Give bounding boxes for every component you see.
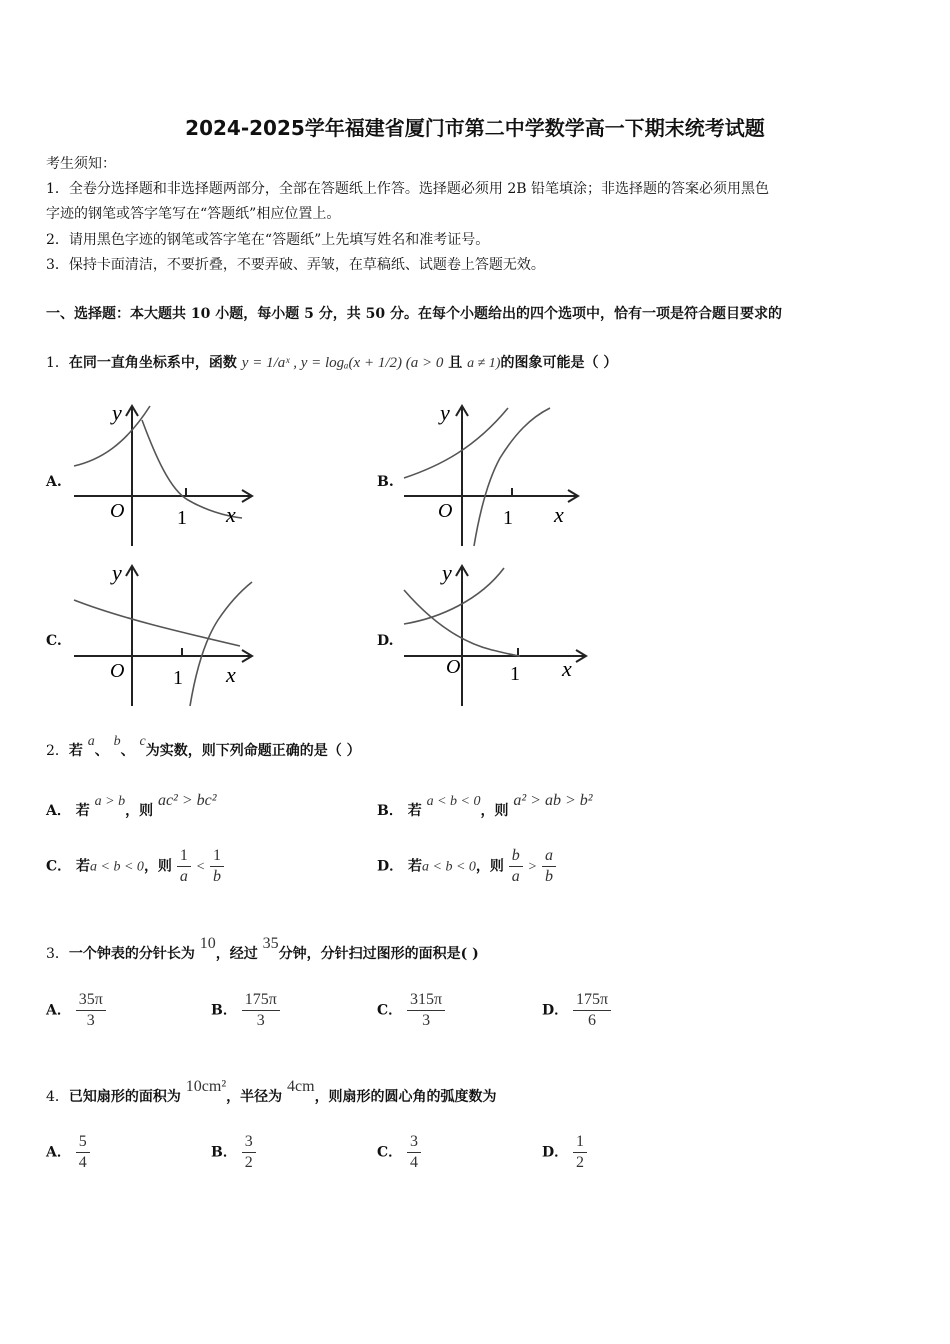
q2-sep-1: 、 [94,743,109,759]
q3-option-b[interactable] [211,990,280,1031]
notice-item-2: 2．请用黑色字迹的钢笔或答字笔在“答题纸”上先填写姓名和准考证号。 [46,232,490,248]
q1-number: 1． [46,355,69,371]
q3-len: 10 [199,935,216,952]
q4-number: 4． [46,1089,69,1105]
q4-text-a: 已知扇形的面积为 [68,1089,181,1105]
origin-label: O [110,500,125,522]
y-label: y [440,400,450,425]
x-label: x [554,502,564,527]
q2-option-c[interactable] [46,846,224,887]
q3-d-value: $\frac{175\pi}{6}$ [573,990,611,1031]
q3-text-c: 分钟，分针扫过图形的面积是( ) [278,946,479,962]
q3-a-label: A． [46,1002,71,1019]
q1-cond: a ≠ 1) [467,356,501,371]
q2-var-b: b [113,734,121,749]
y-label: y [442,560,452,585]
tick-label-1: 1 [177,507,187,529]
q2-a-concl: ac² > bc² [157,792,217,809]
q4-a-label: A． [46,1144,71,1161]
q4-option-d[interactable] [542,1132,587,1173]
q1-text-b: 且 [448,355,463,371]
q2-a-label: A． [46,803,71,819]
q3-option-c[interactable] [377,990,445,1031]
q2-d-cond: a < b < 0 [422,859,476,875]
q2-b-if: 若 [407,803,422,819]
x-label: x [562,656,572,681]
q2-b-label: B． [377,803,403,819]
q2-var-c: c [139,734,146,749]
q2-b-then: ，则 [480,803,509,819]
exp-curve [74,600,240,646]
q1-graph-b [400,400,590,550]
q2-text-a: 若 [68,743,83,759]
q2-option-a[interactable] [46,792,217,820]
q2-text-b: 为实数，则下列命题正确的是（ ） [145,743,361,759]
q2-var-a: a [87,734,95,749]
q2-b-concl: a² > ab > b² [513,792,593,809]
q2-a-then: ，则 [125,803,154,819]
q4-c-label: C． [377,1144,403,1161]
q2-d-lhs: $\frac{b}{a}$ [509,846,523,887]
q4-option-b[interactable] [211,1132,256,1173]
q3-number: 3． [46,946,69,962]
q1-option-c-label[interactable]: C. [46,633,62,649]
origin-label: O [446,656,461,678]
q4-radius: 4cm [287,1078,315,1095]
q4-a-value: $\frac{5}{4}$ [76,1132,90,1173]
q2-d-op: > [527,859,538,875]
log-curve [190,582,252,706]
q1-graph-c [70,560,260,710]
q4-c-value: $\frac{3}{4}$ [407,1132,421,1173]
q1-text-c: 的图象可能是（ ） [500,355,618,371]
q2-c-lhs: $\frac{1}{a}$ [177,846,191,887]
q4-b-value: $\frac{3}{2}$ [242,1132,256,1173]
q3-option-d[interactable] [542,990,611,1031]
tick-label-1: 1 [173,667,183,689]
q4-option-a[interactable] [46,1132,90,1173]
q2-c-then: ，则 [143,858,172,875]
q2-a-cond: a > b [94,794,126,809]
q1-graph-d [400,560,590,710]
q4-d-label: D． [542,1144,569,1161]
page-title: 2024-2025学年福建省厦门市第二中学数学高一下期末统考试题 [185,116,765,140]
y-label: y [112,400,122,425]
q2-b-cond: a < b < 0 [426,794,481,809]
section-heading: 一、选择题：本大题共 10 小题，每小题 5 分，共 50 分。在每个小题给出的四个选项中，恰有一项是符合题目要求的 [46,306,782,322]
q2-c-if: 若 [76,858,91,875]
q2-c-label: C． [46,858,72,875]
q3-d-label: D． [542,1002,569,1019]
q2-option-b[interactable] [377,792,593,820]
tick-label-1: 1 [503,507,513,529]
q1-graph-a [70,400,260,550]
q3-option-a[interactable] [46,990,106,1031]
q4-area: 10cm² [185,1078,227,1095]
q3-min: 35 [262,935,279,952]
q4-text-c: ，则扇形的圆心角的弧度数为 [314,1089,497,1105]
q2-d-rhs: $\frac{a}{b}$ [542,846,556,887]
y-label: y [112,560,122,585]
q3-b-label: B． [211,1002,237,1019]
q4-d-value: $\frac{1}{2}$ [573,1132,587,1173]
q2-d-label: D． [377,858,404,875]
q4-b-label: B． [211,1144,237,1161]
notice-item-3: 3．保持卡面清洁，不要折叠，不要弄破、弄皱，在草稿纸、试题卷上答题无效。 [46,257,545,273]
q3-text-a: 一个钟表的分针长为 [68,946,195,962]
q2-c-rhs: $\frac{1}{b}$ [210,846,224,887]
q3-a-value: $\frac{35\pi}{3}$ [76,990,106,1031]
q1-option-b-label[interactable]: B. [377,474,394,490]
exp-curve [404,408,508,478]
q2-c-cond: a < b < 0 [90,859,144,875]
exp-curve [404,568,504,624]
q4-option-c[interactable] [377,1132,421,1173]
notice-item-1a: 1．全卷分选择题和非选择题两部分，全部在答题纸上作答。选择题必须用 2B 铅笔填涂；非选择题的答案必须用黑色 [46,181,769,197]
q2-sep-2: 、 [120,743,135,759]
x-label: x [226,662,236,687]
q3-c-value: $\frac{315\pi}{3}$ [407,990,445,1031]
q2-option-d[interactable] [377,846,556,887]
q2-a-if: 若 [75,803,90,819]
q2-number: 2． [46,743,69,759]
q4-text-b: ，半径为 [226,1089,283,1105]
q2-d-if: 若 [408,858,423,875]
q3-text-b: ，经过 [215,946,258,962]
x-label: x [226,502,236,527]
origin-label: O [110,660,125,682]
q2-c-op: < [195,859,206,875]
notice-heading: 考生须知： [46,156,116,172]
q2-d-then: ，则 [475,858,504,875]
question-4 [46,1078,497,1106]
q1-text-a: 在同一直角坐标系中，函数 [68,355,237,371]
origin-label: O [438,500,453,522]
question-2 [46,734,361,760]
q1-formula: y = 1/aˣ , y = logₐ(x + 1/2) (a > 0 [241,355,444,371]
q1-option-a-label[interactable]: A. [46,474,62,490]
q3-b-value: $\frac{175\pi}{3}$ [242,990,280,1031]
q1-option-d-label[interactable]: D. [377,633,394,649]
q3-c-label: C． [377,1002,403,1019]
question-1 [46,352,617,372]
question-3 [46,935,479,963]
notice-item-1b: 字迹的钢笔或答字笔写在“答题纸”相应位置上。 [46,206,341,222]
tick-label-1: 1 [510,663,520,685]
